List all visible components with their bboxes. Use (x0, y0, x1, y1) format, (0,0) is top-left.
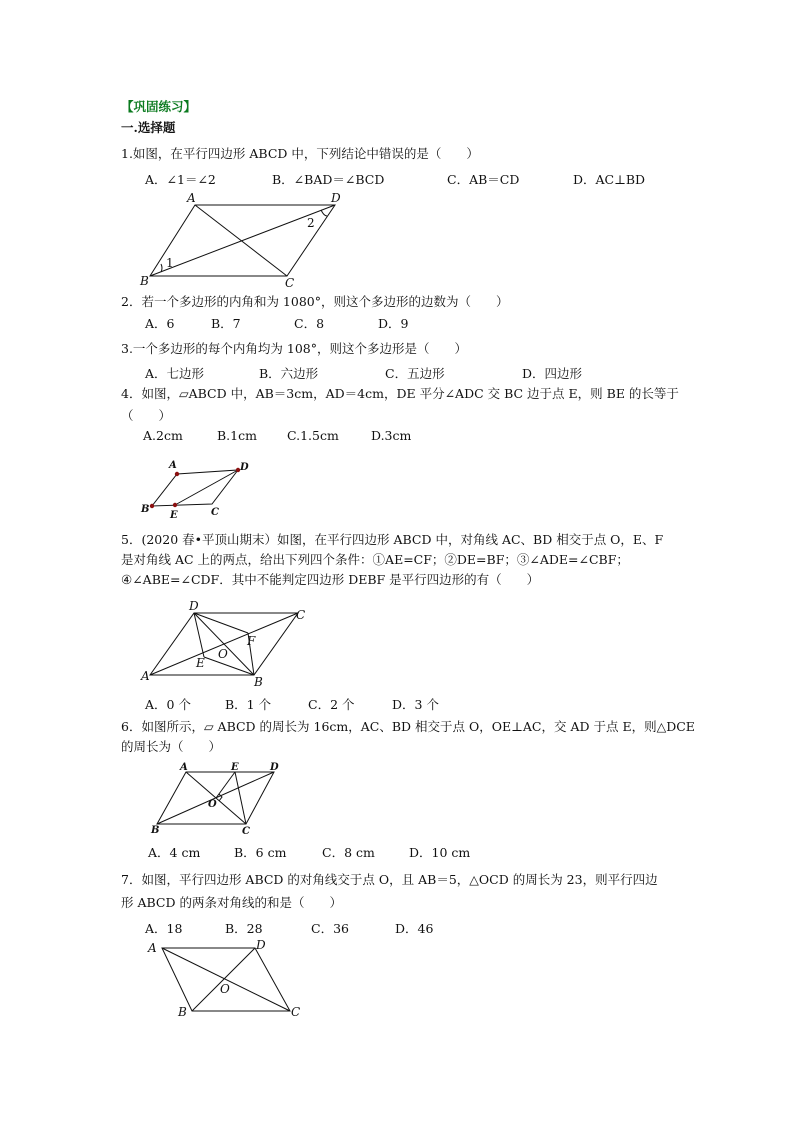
q4-parallelogram (152, 470, 238, 506)
q2-option-c: C．8 (294, 316, 325, 331)
q2-option-b: B．7 (211, 316, 241, 331)
q6-option-c: C．8 cm (322, 845, 375, 860)
q7-stem-line1: 7．如图，平行四边形 ABCD 的对角线交于点 O，且 AB＝5，△OCD 的周长为 23，则平行四边 (121, 872, 658, 887)
q4-stem-line1: 4．如图，▱ABCD 中，AB＝3cm，AD＝4cm，DE 平分∠ADC 交 BC 边于点 E，则 BE 的长等于 (121, 386, 679, 401)
q7-label-a: A (148, 941, 157, 955)
q1-option-b: B．∠BAD＝∠BCD (272, 172, 385, 187)
q6-label-e: E (231, 762, 239, 773)
q4-stem-line2: （ ） (121, 408, 172, 423)
q6-stem-line1: 6．如图所示，▱ ABCD 的周长为 16cm，AC、BD 相交于点 O，OE⊥AC，交 AD 于点 E，则△DCE (121, 719, 695, 734)
q5-label-d: D (189, 599, 199, 613)
q6-label-c: C (242, 826, 250, 837)
q4-option-b: B.1cm (217, 428, 257, 443)
q5-label-o: O (218, 647, 228, 661)
q1-angle2-arc (321, 210, 327, 216)
q4-point-a (175, 472, 179, 476)
part-title: 一.选择题 (121, 120, 176, 135)
q7-option-c: C．36 (311, 921, 349, 936)
q5-stem-line2: 是对角线 AC 上的两点，给出下列四个条件：①AE=CF；②DE=BF；③∠ADE=∠CBF； (121, 552, 629, 567)
q4-point-e (173, 503, 177, 507)
q1-option-a: A．∠1＝∠2 (145, 172, 216, 187)
q5-label-f: F (247, 634, 256, 648)
q7-label-o: O (220, 982, 230, 996)
q4-label-d: D (240, 462, 249, 473)
section-title: 【巩固练习】 (121, 99, 197, 114)
q6-option-b: B．6 cm (234, 845, 287, 860)
q1-option-c: C．AB＝CD (447, 172, 520, 187)
q1-label-angle2: 2 (307, 216, 315, 230)
q4-segment-de (175, 470, 238, 505)
q4-option-d: D.3cm (371, 428, 412, 443)
q1-diagonal-ac (195, 205, 287, 276)
q2-stem: 2．若一个多边形的内角和为 1080°，则这个多边形的边数为（ ） (121, 294, 509, 309)
q5-label-e: E (196, 656, 205, 670)
q5-segment-df (194, 613, 248, 633)
q5-option-a: A．0 个 (145, 697, 191, 712)
q5-stem-line3: ④∠ABE=∠CDF．其中不能判定四边形 DEBF 是平行四边形的有（ ） (121, 572, 540, 587)
q7-stem-line2: 形 ABCD 的两条对角线的和是（ ） (121, 895, 342, 910)
q6-label-a: A (180, 762, 188, 773)
q4-label-a: A (169, 460, 177, 471)
q6-diagonal-bd (157, 772, 274, 824)
q5-label-b: B (254, 675, 263, 689)
q7-diagonal-bd (192, 948, 255, 1011)
q7-option-a: A．18 (145, 921, 183, 936)
q7-label-c: C (291, 1005, 301, 1019)
q4-label-e: E (170, 510, 178, 521)
q2-option-a: A．6 (145, 316, 175, 331)
q1-label-a: A (187, 191, 196, 205)
q5-option-d: D．3 个 (392, 697, 439, 712)
q5-segment-de (194, 613, 204, 657)
q5-option-c: C．2 个 (308, 697, 355, 712)
q6-figure (142, 760, 292, 840)
q1-stem: 1.如图，在平行四边形 ABCD 中，下列结论中错误的是（ ） (121, 146, 479, 161)
q1-label-d: D (331, 191, 341, 205)
q7-label-d: D (256, 938, 266, 952)
q4-figure (138, 456, 258, 520)
q7-option-b: B．28 (225, 921, 263, 936)
q1-option-d: D．AC⊥BD (573, 172, 646, 187)
q3-option-b: B．六边形 (259, 366, 319, 381)
q1-label-c: C (285, 276, 295, 290)
q5-figure (138, 598, 318, 690)
q6-label-b: B (151, 825, 160, 836)
q1-label-b: B (140, 274, 149, 288)
q5-label-a: A (141, 669, 150, 683)
q1-label-angle1: 1 (166, 256, 174, 270)
q7-figure (145, 938, 315, 1022)
q6-stem-line2: 的周长为（ ） (121, 739, 222, 754)
q3-option-c: C．五边形 (385, 366, 445, 381)
q6-label-d: D (270, 762, 279, 773)
q3-option-d: D．四边形 (522, 366, 583, 381)
q7-label-b: B (178, 1005, 187, 1019)
q7-diagonal-ac (162, 948, 290, 1011)
q5-option-b: B．1 个 (225, 697, 272, 712)
q1-figure (135, 188, 355, 292)
q5-stem-line1: 5．(2020 春•平顶山期末）如图，在平行四边形 ABCD 中，对角线 AC、BD 相交于点 O，E、F (121, 532, 664, 547)
q4-point-b (150, 504, 154, 508)
q3-option-a: A．七边形 (145, 366, 205, 381)
q6-option-a: A．4 cm (148, 845, 201, 860)
q7-option-d: D．46 (395, 921, 434, 936)
q3-stem: 3.一个多边形的每个内角均为 108°，则这个多边形是（ ） (121, 341, 468, 356)
q4-label-c: C (211, 507, 219, 518)
q4-option-c: C.1.5cm (287, 428, 339, 443)
q4-option-a: A.2cm (143, 428, 183, 443)
q4-label-b: B (141, 504, 150, 515)
q6-option-d: D．10 cm (409, 845, 471, 860)
q5-segment-eb (204, 657, 254, 675)
q5-label-c: C (296, 608, 306, 622)
q1-angle1-arc (161, 264, 162, 272)
q6-label-o: O (208, 799, 217, 810)
q2-option-d: D．9 (378, 316, 409, 331)
